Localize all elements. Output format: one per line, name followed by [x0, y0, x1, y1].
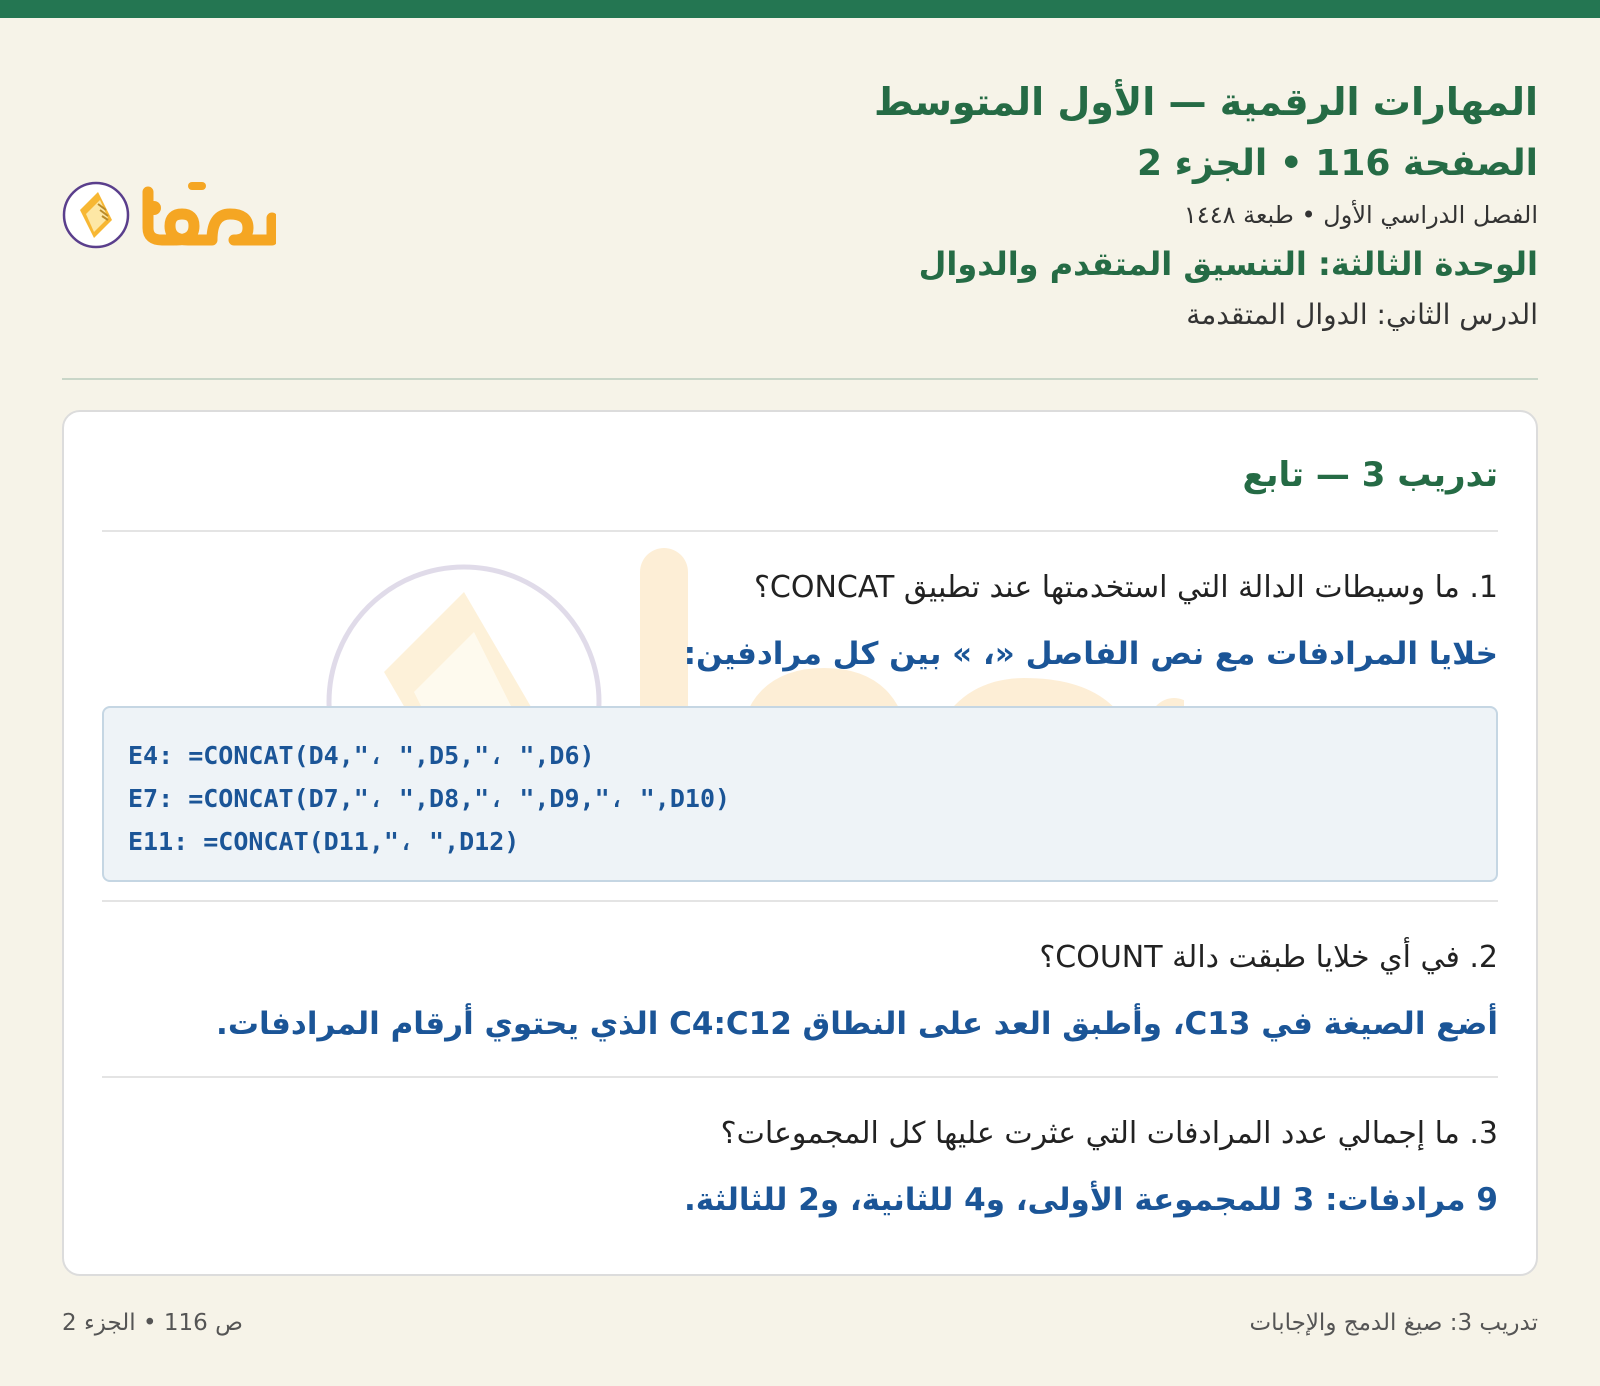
unit-title: الوحدة الثالثة: التنسيق المتقدم والدوال — [918, 245, 1538, 283]
page-header — [62, 70, 1538, 380]
footer-page-label: ص 116 • الجزء 2 — [62, 1310, 243, 1336]
divider — [102, 900, 1498, 902]
header-text-block — [874, 70, 1538, 332]
page-info: الصفحة 116 • الجزء 2 — [1137, 143, 1538, 184]
book-logo-icon — [64, 183, 128, 247]
code-line: E7: =CONCAT(D7,"، ",D8,"، ",D9,"، ",D10) — [128, 784, 731, 813]
question-3: 3. ما إجمالي عدد المرادفات التي عثرت عليها كل المجموعات؟ — [720, 1116, 1498, 1151]
divider — [102, 530, 1498, 532]
code-line: E11: =CONCAT(D11,"، ",D12) — [128, 827, 520, 856]
question-2: 2. في أي خلايا طبقت دالة COUNT؟ — [1039, 940, 1498, 975]
question-1: 1. ما وسيطات الدالة التي استخدمتها عند تطبيق CONCAT؟ — [753, 570, 1498, 605]
footer-exercise-label: تدريب 3: صيغ الدمج والإجابات — [1249, 1310, 1538, 1336]
code-line: E4: =CONCAT(D4,"، ",D5,"، ",D6) — [128, 741, 595, 770]
card-title: تدريب 3 — تابع — [1242, 455, 1498, 495]
code-block — [102, 706, 1498, 882]
answer-1: خلايا المرادفات مع نص الفاصل «، » بين كل مرادفين: — [683, 636, 1498, 672]
hulul-logo — [62, 170, 276, 260]
logo-wordmark — [147, 186, 272, 240]
header-divider — [62, 378, 1538, 380]
top-accent-bar — [0, 0, 1600, 18]
card-content — [102, 412, 1498, 1274]
lesson-title: الدرس الثاني: الدوال المتقدمة — [1186, 298, 1538, 331]
book-title: المهارات الرقمية — الأول المتوسط — [873, 80, 1538, 124]
answer-2: أضع الصيغة في C13، وأطبق العد على النطاق C4:C12 الذي يحتوي أرقام المرادفات. — [216, 1006, 1498, 1042]
term-info: الفصل الدراسي الأول • طبعة ١٤٤٨ — [1183, 201, 1538, 229]
answer-3: 9 مرادفات: 3 للمجموعة الأولى، و4 للثانية، و2 للثالثة. — [683, 1182, 1498, 1218]
divider — [102, 1076, 1498, 1078]
exercise-card — [62, 410, 1538, 1276]
